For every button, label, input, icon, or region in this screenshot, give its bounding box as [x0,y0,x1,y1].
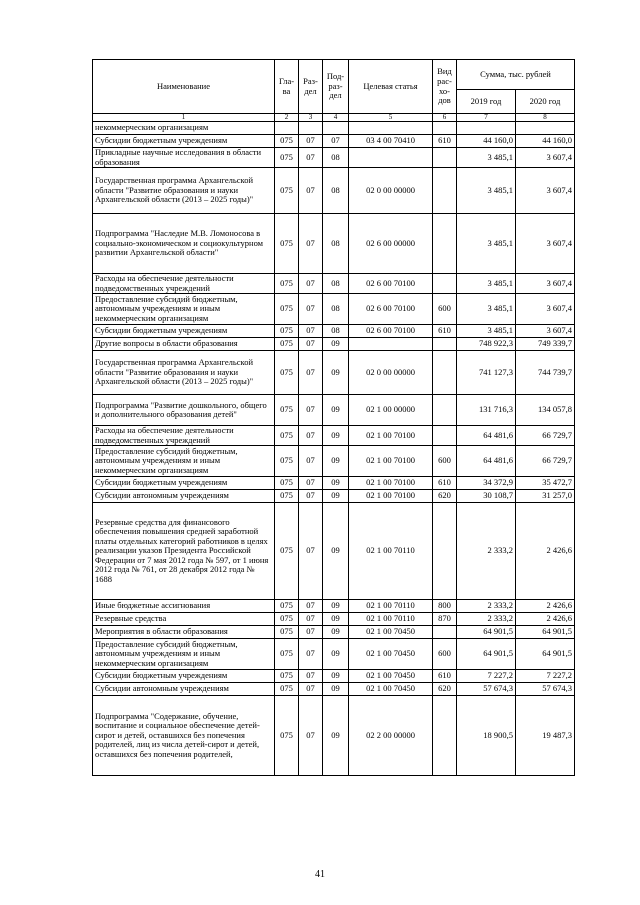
column-index-cell: 3 [299,114,323,122]
row-podrazdel: 09 [323,351,349,395]
row-razdel: 07 [299,135,323,148]
row-expense-type [433,214,457,274]
row-expense-type [433,338,457,351]
row-sum-2020: 3 607,4 [516,168,575,214]
table-row [93,351,575,395]
page-number: 41 [315,869,325,880]
table-row [93,446,575,477]
row-sum-2019: 18 900,5 [457,696,516,776]
row-glava: 075 [275,600,299,613]
row-sum-2019: 2 333,2 [457,600,516,613]
row-expense-type [433,426,457,446]
row-glava: 075 [275,214,299,274]
table-row [93,490,575,503]
row-sum-2019 [457,122,516,135]
row-expense-type: 600 [433,294,457,325]
row-podrazdel: 09 [323,600,349,613]
row-sum-2020: 66 729,7 [516,426,575,446]
row-expense-type: 620 [433,683,457,696]
row-target-article [349,122,433,135]
row-glava: 075 [275,639,299,670]
table-row [93,477,575,490]
row-name: Предоставление субсидий бюджетным, автономным учреждениям и иным некоммерческим организациям [93,446,275,477]
row-podrazdel: 08 [323,148,349,168]
table-row [93,639,575,670]
row-expense-type [433,351,457,395]
row-sum-2020: 66 729,7 [516,446,575,477]
row-razdel: 07 [299,351,323,395]
row-podrazdel: 09 [323,477,349,490]
row-name: Субсидии бюджетным учреждениям [93,670,275,683]
row-sum-2019: 30 108,7 [457,490,516,503]
row-target-article: 02 6 00 70100 [349,325,433,338]
row-podrazdel: 09 [323,683,349,696]
row-glava: 075 [275,274,299,294]
column-index-cell: 2 [275,114,299,122]
row-razdel: 07 [299,168,323,214]
row-name: Субсидии автономным учреждениям [93,490,275,503]
row-glava: 075 [275,683,299,696]
row-expense-type [433,274,457,294]
row-sum-2019: 64 481,6 [457,446,516,477]
row-glava: 075 [275,294,299,325]
row-expense-type [433,395,457,426]
row-target-article: 02 2 00 00000 [349,696,433,776]
column-index-cell: 8 [516,114,575,122]
row-target-article [349,148,433,168]
row-sum-2019: 3 485,1 [457,148,516,168]
row-sum-2020: 2 426,6 [516,613,575,626]
row-sum-2020: 134 057,8 [516,395,575,426]
row-glava: 075 [275,135,299,148]
row-name: Расходы на обеспечение деятельности подведомственных учреждений [93,274,275,294]
row-sum-2019: 3 485,1 [457,168,516,214]
header-target-article: Целевая статья [349,60,433,114]
row-razdel: 07 [299,214,323,274]
row-podrazdel: 09 [323,626,349,639]
row-sum-2019: 64 481,6 [457,426,516,446]
row-name: Субсидии бюджетным учреждениям [93,135,275,148]
row-podrazdel [323,122,349,135]
row-glava: 075 [275,613,299,626]
row-target-article: 02 1 00 70100 [349,426,433,446]
table-row [93,670,575,683]
row-glava: 075 [275,670,299,683]
row-target-article: 02 1 00 70450 [349,639,433,670]
row-sum-2019: 64 901,5 [457,626,516,639]
row-razdel: 07 [299,490,323,503]
row-podrazdel: 08 [323,325,349,338]
row-sum-2019: 748 922,3 [457,338,516,351]
header-expense-type: Вид рас-хо-дов [433,60,457,114]
row-target-article: 02 0 00 00000 [349,168,433,214]
header-sum: Сумма, тыс. рублей [457,60,575,90]
header-name: Наименование [93,60,275,114]
row-podrazdel: 09 [323,446,349,477]
row-name: Мероприятия в области образования [93,626,275,639]
row-podrazdel: 09 [323,639,349,670]
row-razdel: 07 [299,639,323,670]
table-row [93,122,575,135]
row-glava: 075 [275,168,299,214]
table-row [93,338,575,351]
column-index-cell: 7 [457,114,516,122]
table-row [93,696,575,776]
column-index-cell: 5 [349,114,433,122]
row-name: Подпрограмма "Развитие дошкольного, общего и дополнительного образования детей" [93,395,275,426]
row-sum-2019: 2 333,2 [457,613,516,626]
row-podrazdel: 08 [323,274,349,294]
row-podrazdel: 09 [323,696,349,776]
row-glava: 075 [275,325,299,338]
row-podrazdel: 09 [323,426,349,446]
row-name: Государственная программа Архангельской области "Развитие образования и науки Архангельской области (2013 – 2025 годы)" [93,168,275,214]
row-sum-2020: 7 227,2 [516,670,575,683]
row-sum-2020: 3 607,4 [516,274,575,294]
row-razdel: 07 [299,446,323,477]
row-podrazdel: 07 [323,135,349,148]
row-target-article: 02 6 00 70100 [349,294,433,325]
row-glava: 075 [275,626,299,639]
row-sum-2020: 31 257,0 [516,490,575,503]
row-sum-2019: 741 127,3 [457,351,516,395]
column-index-cell: 1 [93,114,275,122]
row-sum-2019: 3 485,1 [457,325,516,338]
table-row [93,626,575,639]
row-name: Государственная программа Архангельской области "Развитие образования и науки Архангельской области (2013 – 2025 годы)" [93,351,275,395]
row-sum-2020 [516,122,575,135]
table-row [93,325,575,338]
table-row [93,600,575,613]
row-expense-type [433,122,457,135]
header-podrazdel: Под-раз-дел [323,60,349,114]
row-glava: 075 [275,477,299,490]
row-podrazdel: 09 [323,613,349,626]
row-podrazdel: 09 [323,338,349,351]
row-expense-type: 800 [433,600,457,613]
row-sum-2020: 744 739,7 [516,351,575,395]
row-sum-2020: 2 426,6 [516,600,575,613]
row-razdel: 07 [299,395,323,426]
row-glava: 075 [275,503,299,600]
row-sum-2020: 64 901,5 [516,626,575,639]
row-razdel [299,122,323,135]
row-name: Подпрограмма "Содержание, обучение, воспитание и социальное обеспечение детей-сирот и детей, оставшихся без попечения родителей, лиц из числа детей-сирот и детей, оставшихся без попечения родителей, [93,696,275,776]
row-name: Расходы на обеспечение деятельности подведомственных учреждений [93,426,275,446]
row-expense-type [433,148,457,168]
row-expense-type: 600 [433,446,457,477]
budget-table [92,59,575,776]
row-razdel: 07 [299,683,323,696]
header-razdel: Раз-дел [299,60,323,114]
row-name: Резервные средства [93,613,275,626]
row-name: Резервные средства для финансового обеспечения повышения средней заработной платы отдельных категорий работников в целях реализации указов Президента Российской Федерации от 7 мая 2012 года № 597, от 1 июня 2012 года № 761, от 28 декабря 2012 года № 1688 [93,503,275,600]
table-row [93,274,575,294]
row-podrazdel: 08 [323,294,349,325]
row-sum-2019: 3 485,1 [457,214,516,274]
row-sum-2020: 64 901,5 [516,639,575,670]
row-glava: 075 [275,426,299,446]
row-expense-type: 610 [433,135,457,148]
row-sum-2020: 57 674,3 [516,683,575,696]
row-razdel: 07 [299,696,323,776]
row-glava: 075 [275,338,299,351]
row-razdel: 07 [299,148,323,168]
row-target-article: 02 1 00 70100 [349,446,433,477]
row-razdel: 07 [299,626,323,639]
row-target-article: 02 1 00 70100 [349,490,433,503]
row-name: Подпрограмма "Наследие М.В. Ломоносова в социально-экономическом и социокультурном развитии Архангельской области" [93,214,275,274]
row-sum-2020: 3 607,4 [516,325,575,338]
table-row [93,294,575,325]
row-expense-type: 610 [433,325,457,338]
row-target-article: 02 1 00 70110 [349,503,433,600]
table-row [93,503,575,600]
row-glava: 075 [275,395,299,426]
column-index-cell: 4 [323,114,349,122]
row-name: Прикладные научные исследования в области образования [93,148,275,168]
row-razdel: 07 [299,477,323,490]
row-name: Предоставление субсидий бюджетным, автономным учреждениям и иным некоммерческим организациям [93,639,275,670]
row-razdel: 07 [299,600,323,613]
row-sum-2019: 44 160,0 [457,135,516,148]
row-target-article: 02 1 00 70110 [349,600,433,613]
row-glava: 075 [275,490,299,503]
row-expense-type: 620 [433,490,457,503]
row-podrazdel: 08 [323,214,349,274]
row-podrazdel: 09 [323,395,349,426]
row-sum-2019: 64 901,5 [457,639,516,670]
row-target-article [349,338,433,351]
row-sum-2020: 3 607,4 [516,294,575,325]
row-name: Субсидии бюджетным учреждениям [93,477,275,490]
row-target-article: 02 6 00 70100 [349,274,433,294]
row-sum-2020: 44 160,0 [516,135,575,148]
row-expense-type [433,503,457,600]
row-sum-2020: 3 607,4 [516,214,575,274]
row-sum-2020: 19 487,3 [516,696,575,776]
table-row [93,135,575,148]
row-target-article: 02 1 00 70110 [349,613,433,626]
row-expense-type: 600 [433,639,457,670]
row-name: Предоставление субсидий бюджетным, автономным учреждениям и иным некоммерческим организациям [93,294,275,325]
row-glava: 075 [275,446,299,477]
table-row [93,395,575,426]
row-name: Другие вопросы в области образования [93,338,275,351]
row-razdel: 07 [299,426,323,446]
row-name: некоммерческим организациям [93,122,275,135]
row-target-article: 02 1 00 70450 [349,670,433,683]
row-glava [275,122,299,135]
row-razdel: 07 [299,325,323,338]
row-razdel: 07 [299,294,323,325]
row-sum-2020: 2 426,6 [516,503,575,600]
row-sum-2019: 7 227,2 [457,670,516,683]
row-expense-type: 610 [433,670,457,683]
row-sum-2019: 34 372,9 [457,477,516,490]
row-name: Иные бюджетные ассигнования [93,600,275,613]
row-podrazdel: 09 [323,503,349,600]
row-target-article: 02 0 00 00000 [349,351,433,395]
table-row [93,148,575,168]
row-sum-2019: 57 674,3 [457,683,516,696]
row-sum-2019: 131 716,3 [457,395,516,426]
row-sum-2020: 35 472,7 [516,477,575,490]
header-glava: Гла-ва [275,60,299,114]
table-row [93,613,575,626]
table-row [93,214,575,274]
row-razdel: 07 [299,503,323,600]
row-sum-2020: 749 339,7 [516,338,575,351]
row-expense-type [433,168,457,214]
header-year-2020: 2020 год [516,90,575,114]
row-podrazdel: 08 [323,168,349,214]
row-glava: 075 [275,148,299,168]
row-podrazdel: 09 [323,670,349,683]
row-sum-2019: 2 333,2 [457,503,516,600]
row-razdel: 07 [299,338,323,351]
row-sum-2020: 3 607,4 [516,148,575,168]
row-sum-2019: 3 485,1 [457,294,516,325]
row-target-article: 02 1 00 00000 [349,395,433,426]
row-target-article: 03 4 00 70410 [349,135,433,148]
row-razdel: 07 [299,274,323,294]
header-year-2019: 2019 год [457,90,516,114]
row-expense-type [433,696,457,776]
row-podrazdel: 09 [323,490,349,503]
table-row [93,426,575,446]
row-name: Субсидии бюджетным учреждениям [93,325,275,338]
row-target-article: 02 1 00 70100 [349,477,433,490]
row-razdel: 07 [299,670,323,683]
row-sum-2019: 3 485,1 [457,274,516,294]
column-index-row [93,114,575,122]
row-expense-type: 870 [433,613,457,626]
row-target-article: 02 1 00 70450 [349,683,433,696]
row-glava: 075 [275,351,299,395]
column-index-cell: 6 [433,114,457,122]
row-glava: 075 [275,696,299,776]
row-target-article: 02 1 00 70450 [349,626,433,639]
row-name: Субсидии автономным учреждениям [93,683,275,696]
table-row [93,683,575,696]
row-razdel: 07 [299,613,323,626]
table-row [93,168,575,214]
row-expense-type: 610 [433,477,457,490]
row-expense-type [433,626,457,639]
row-target-article: 02 6 00 00000 [349,214,433,274]
